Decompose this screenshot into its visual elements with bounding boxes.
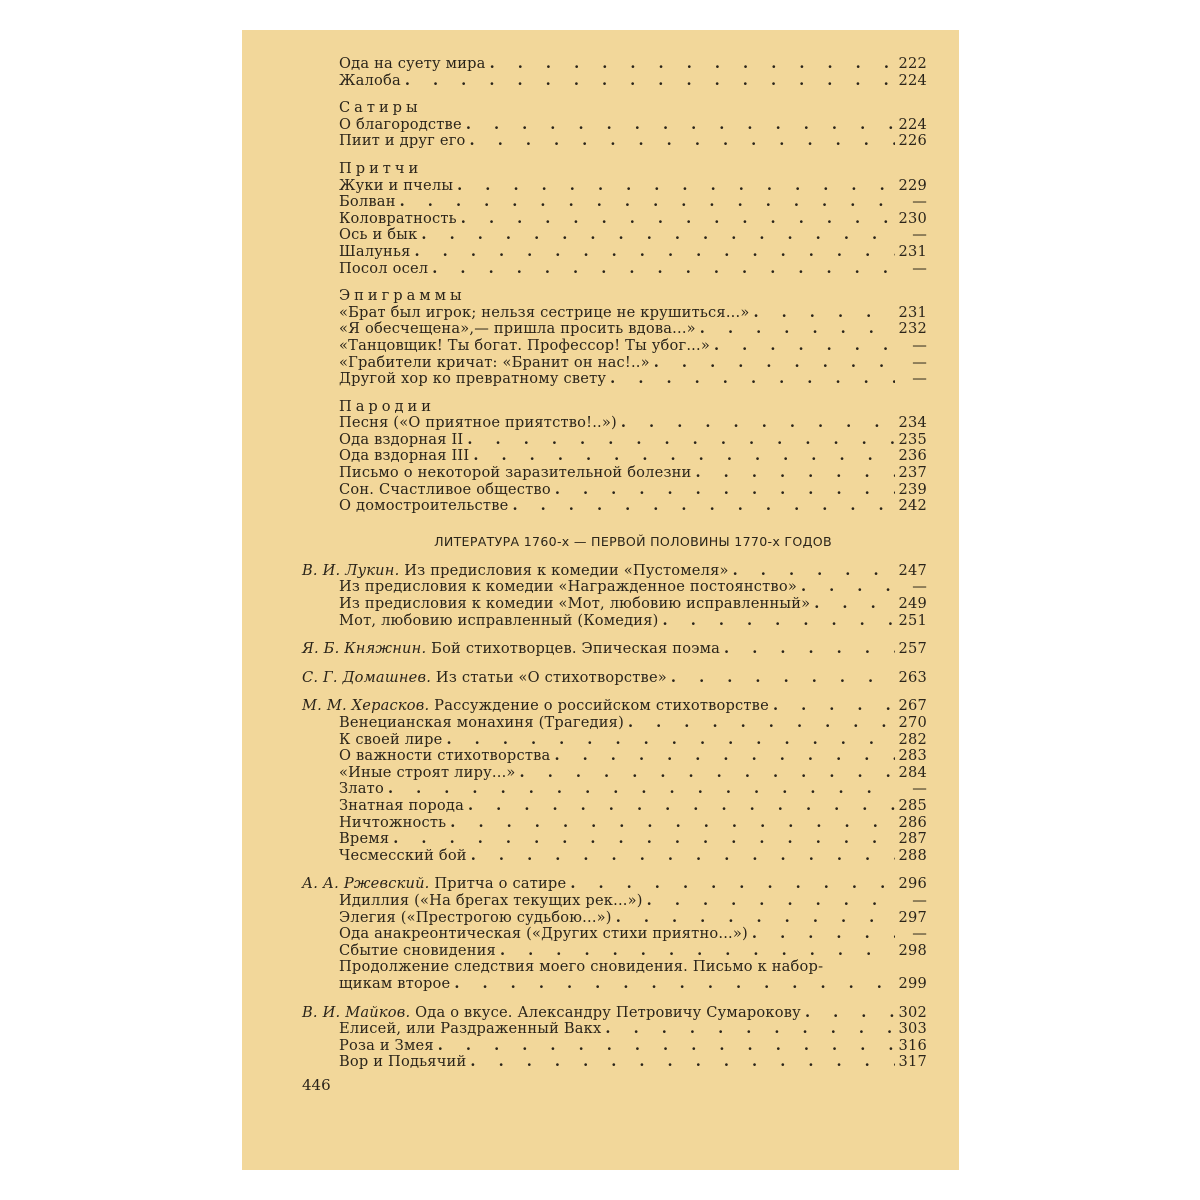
toc-entry xyxy=(302,211,927,228)
group-heading: Притчи xyxy=(339,159,423,177)
page-number: 263 xyxy=(898,668,927,686)
author-name: Я. Б. Княжнин. xyxy=(302,640,427,658)
leader-dots xyxy=(516,765,895,782)
entry-title xyxy=(302,1005,801,1022)
toc-entry xyxy=(302,815,927,832)
toc-entry xyxy=(302,415,927,432)
entry-title xyxy=(302,641,720,658)
toc-entry xyxy=(302,117,927,134)
leader-dots xyxy=(486,56,895,73)
author-block xyxy=(302,670,927,687)
entry-title-text: Ода о вкусе. Александру Петровичу Сумарокову xyxy=(415,1003,801,1021)
toc-entry xyxy=(302,596,927,613)
author-name: В. И. Лукин. xyxy=(302,561,400,579)
page-number: 251 xyxy=(898,611,927,629)
leader-dots xyxy=(434,1038,895,1055)
page-number: — xyxy=(912,780,927,798)
page-number: 249 xyxy=(898,595,927,613)
entry-title: К своей лире xyxy=(339,730,443,748)
entry-title xyxy=(302,876,566,893)
entry-title xyxy=(302,698,769,715)
leader-dots xyxy=(453,178,895,195)
group-heading: Эпиграммы xyxy=(339,287,466,305)
book-page xyxy=(242,30,959,1170)
entry-title: Из предисловия к комедии «Награжденное постоянство» xyxy=(339,578,797,596)
toc-entry xyxy=(302,781,927,798)
entry-title: «Танцовщик! Ты богат. Профессор! Ты убог...» xyxy=(339,336,710,354)
toc-entry xyxy=(302,305,927,322)
leader-dots xyxy=(401,73,895,90)
page-number: 257 xyxy=(898,640,927,658)
toc-entry xyxy=(302,748,927,765)
entry-title: Посол осел xyxy=(339,259,429,277)
toc-entry xyxy=(302,926,927,943)
leader-dots xyxy=(659,613,895,630)
leader-dots xyxy=(446,815,895,832)
entry-title: Шалунья xyxy=(339,242,411,260)
page-number: — xyxy=(912,578,927,596)
entry-title-text: Из статьи «О стихотворстве» xyxy=(435,668,667,686)
entry-title: щикам второе xyxy=(339,974,451,992)
page-number: 236 xyxy=(898,447,927,465)
entry-title: Болван xyxy=(339,193,396,211)
toc-entry xyxy=(302,73,927,90)
page-number: 296 xyxy=(898,875,927,893)
leader-dots xyxy=(650,355,895,372)
leader-dots xyxy=(411,244,896,261)
page-number: — xyxy=(912,259,927,277)
page-number: 237 xyxy=(898,464,927,482)
entry-title xyxy=(302,563,729,580)
entry-title: Венецианская монахиня (Трагедия) xyxy=(339,714,624,731)
page-number: 297 xyxy=(898,908,927,926)
entry-title: Письмо о некоторой заразительной болезни xyxy=(339,464,692,482)
author-block xyxy=(302,1005,927,1071)
toc-entry xyxy=(302,178,927,195)
table-of-contents xyxy=(302,56,927,1071)
entry-title-text: Притча о сатире xyxy=(434,875,567,893)
leader-dots xyxy=(550,748,895,765)
entry-title: О домостроительстве xyxy=(339,497,509,515)
page-number: 298 xyxy=(898,941,927,959)
page-number: 239 xyxy=(898,480,927,498)
entry-title: Из предисловия к комедии «Мот, любовию исправленный» xyxy=(339,595,811,613)
page-number: 222 xyxy=(898,55,927,72)
entry-title-text: Бой стихотворцев. Эпическая поэма xyxy=(431,640,721,658)
toc-entry xyxy=(302,893,927,910)
leader-dots xyxy=(769,698,895,715)
page-number: 230 xyxy=(898,209,927,227)
author-name: В. И. Майков. xyxy=(302,1003,411,1021)
page-number: 231 xyxy=(898,303,927,321)
page-number: 288 xyxy=(898,846,927,864)
leader-dots xyxy=(749,305,895,322)
page-number: 235 xyxy=(898,430,927,448)
leader-dots xyxy=(624,715,895,732)
entry-title: Мот, любовию исправленный (Комедия) xyxy=(339,611,659,629)
author-name: С. Г. Домашнев. xyxy=(302,668,432,686)
entry-title: «Брат был игрок; нельзя сестрице не крушиться...» xyxy=(339,303,750,321)
leader-dots xyxy=(606,371,895,388)
page-number: 282 xyxy=(898,730,927,748)
entry-title: Знатная порода xyxy=(339,796,464,814)
toc-entry xyxy=(302,698,927,715)
toc-entry xyxy=(302,1038,927,1055)
leader-dots xyxy=(508,498,895,515)
page-folio-number: 446 xyxy=(302,1076,331,1094)
page-number: 229 xyxy=(898,176,927,194)
toc-entry xyxy=(302,943,927,960)
leader-dots xyxy=(797,579,895,596)
entry-title: Сбытие сновидения xyxy=(339,941,496,959)
leader-dots xyxy=(466,1054,895,1071)
toc-entry xyxy=(302,371,927,388)
entry-title: О важности стихотворства xyxy=(339,747,551,765)
entry-title: «Иные строят лиру...» xyxy=(339,763,516,781)
page-number: 232 xyxy=(898,320,927,338)
toc-group xyxy=(302,161,927,277)
entry-title: О благородстве xyxy=(339,115,462,133)
entry-title: Другой хор ко превратному свету xyxy=(339,370,607,388)
page-number: 316 xyxy=(898,1036,927,1054)
author-block xyxy=(302,641,927,658)
page-number: 284 xyxy=(898,763,927,781)
toc-entry xyxy=(302,498,927,515)
entry-title xyxy=(302,670,667,687)
entry-title: Элегия («Престрогою судьбою...») xyxy=(339,908,612,926)
toc-entry xyxy=(302,613,927,630)
toc-entry xyxy=(302,910,927,927)
page-number: 224 xyxy=(898,71,927,89)
group-heading: Пародии xyxy=(339,397,435,415)
page-number: 285 xyxy=(898,796,927,814)
author-block xyxy=(302,563,927,629)
entry-title: «Я обесчещена»,— пришла просить вдова...» xyxy=(339,320,696,338)
entry-title: Ода на суету мира xyxy=(339,55,486,72)
leader-dots xyxy=(428,261,895,278)
entry-title-text: Рассуждение о российском стихотворстве xyxy=(434,697,769,715)
entry-title: Чесмесский бой xyxy=(339,846,467,864)
toc-entry xyxy=(302,641,927,658)
leader-dots xyxy=(551,482,895,499)
toc-entry xyxy=(302,321,927,338)
leader-dots xyxy=(810,596,895,613)
page-number: 242 xyxy=(898,497,927,515)
author-name: М. М. Херасков. xyxy=(302,697,430,715)
leader-dots xyxy=(720,641,895,658)
leader-dots xyxy=(748,926,895,943)
page-number: 283 xyxy=(898,747,927,765)
leader-dots xyxy=(384,781,895,798)
toc-entry xyxy=(302,227,927,244)
toc-entry xyxy=(302,338,927,355)
page-number: — xyxy=(912,336,927,354)
page-number: 231 xyxy=(898,242,927,260)
page-number: 299 xyxy=(898,974,927,992)
entry-title: Сон. Счастливое общество xyxy=(339,480,551,498)
entry-title: Жуки и пчелы xyxy=(339,176,454,194)
toc-entry xyxy=(302,715,927,732)
entry-title: Жалоба xyxy=(339,71,401,89)
author-block xyxy=(302,698,927,864)
page-number: — xyxy=(912,226,927,244)
toc-group xyxy=(302,100,927,150)
page-number: 317 xyxy=(898,1053,927,1071)
page-number: 224 xyxy=(898,115,927,133)
toc-entry xyxy=(302,670,927,687)
page-number: 302 xyxy=(898,1003,927,1021)
toc-entry xyxy=(302,194,927,211)
toc-entry xyxy=(302,482,927,499)
toc-entry xyxy=(302,848,927,865)
leader-dots xyxy=(696,321,895,338)
group-heading: Сатиры xyxy=(339,99,422,117)
toc-entry xyxy=(302,765,927,782)
leader-dots xyxy=(389,831,895,848)
entry-title: Злато xyxy=(339,780,384,798)
leader-dots xyxy=(462,117,895,134)
toc-entry-wrapped-second xyxy=(302,976,927,993)
leader-dots xyxy=(617,415,895,432)
leader-dots xyxy=(496,943,895,960)
toc-entry xyxy=(302,563,927,580)
toc-entry xyxy=(302,133,927,150)
entry-title: Ода вздорная III xyxy=(339,447,470,465)
leader-dots xyxy=(692,465,896,482)
leader-dots xyxy=(601,1021,895,1038)
leader-dots xyxy=(457,211,895,228)
toc-group xyxy=(302,288,927,388)
leader-dots xyxy=(463,432,895,449)
leader-dots xyxy=(710,338,895,355)
entry-title: Ничтожность xyxy=(339,813,447,831)
toc-entry xyxy=(302,579,927,596)
page-number: 234 xyxy=(898,414,927,432)
toc-entry xyxy=(302,1021,927,1038)
toc-entry-wrapped-first xyxy=(302,959,927,976)
leader-dots xyxy=(801,1005,895,1022)
leader-dots xyxy=(469,448,895,465)
page-number: 226 xyxy=(898,132,927,150)
leader-dots xyxy=(417,227,895,244)
entry-title: Песня («О приятное приятство!..») xyxy=(339,414,617,432)
entry-title: Ода анакреонтическая («Других стихи приятно...») xyxy=(339,925,748,943)
leader-dots xyxy=(464,798,895,815)
leader-dots xyxy=(466,133,895,150)
toc-entry xyxy=(302,732,927,749)
leader-dots xyxy=(667,670,895,687)
toc-entry xyxy=(302,261,927,278)
page-number: 270 xyxy=(898,714,927,731)
toc-entry xyxy=(302,1005,927,1022)
entry-title: Пиит и друг его xyxy=(339,132,466,150)
leader-dots xyxy=(612,910,895,927)
page-number: 286 xyxy=(898,813,927,831)
entry-title: Ось и бык xyxy=(339,226,418,244)
page-number: — xyxy=(912,370,927,388)
toc-entry xyxy=(302,448,927,465)
toc-entry xyxy=(302,1054,927,1071)
leader-dots xyxy=(443,732,896,749)
author-name: А. А. Ржевский. xyxy=(302,875,430,893)
entry-title: «Грабители кричат: «Бранит он нас!..» xyxy=(339,353,650,371)
author-block xyxy=(302,876,927,992)
leader-dots xyxy=(729,563,895,580)
leader-dots xyxy=(566,876,895,893)
toc-entry xyxy=(302,432,927,449)
page-number: 303 xyxy=(898,1020,927,1038)
page-number: 267 xyxy=(898,697,927,715)
toc-entry xyxy=(302,244,927,261)
leader-dots xyxy=(396,194,895,211)
toc-entry xyxy=(302,798,927,815)
leader-dots xyxy=(450,976,895,993)
toc-entry xyxy=(302,56,927,73)
toc-group xyxy=(302,56,927,89)
entry-title: Идиллия («На брегах текущих рек...») xyxy=(339,891,643,909)
page-number: — xyxy=(912,891,927,909)
toc-entry xyxy=(302,831,927,848)
toc-entry xyxy=(302,876,927,893)
page-number: — xyxy=(912,925,927,943)
leader-dots xyxy=(643,893,895,910)
leader-dots xyxy=(467,848,895,865)
section-title: ЛИТЕРАТУРА 1760-х — ПЕРВОЙ ПОЛОВИНЫ 1770-х ГОДОВ xyxy=(434,533,832,549)
entry-title: Ода вздорная II xyxy=(339,430,464,448)
entry-title: Елисей, или Раздраженный Вакх xyxy=(339,1020,602,1038)
entry-title: Вор и Подьячий xyxy=(339,1053,467,1071)
entry-title: Роза и Змея xyxy=(339,1036,434,1054)
toc-entry xyxy=(302,355,927,372)
entry-title: Время xyxy=(339,830,390,848)
toc-group xyxy=(302,399,927,515)
toc-entry xyxy=(302,465,927,482)
page-number: — xyxy=(912,353,927,371)
entry-title: Коловратность xyxy=(339,209,457,227)
page-number: 247 xyxy=(898,561,927,579)
page-number: — xyxy=(912,193,927,211)
entry-title-text: Из предисловия к комедии «Пустомеля» xyxy=(404,561,729,579)
entry-title: Продолжение следствия моего сновидения. Письмо к набор- xyxy=(339,958,824,976)
page-number: 287 xyxy=(898,830,927,848)
